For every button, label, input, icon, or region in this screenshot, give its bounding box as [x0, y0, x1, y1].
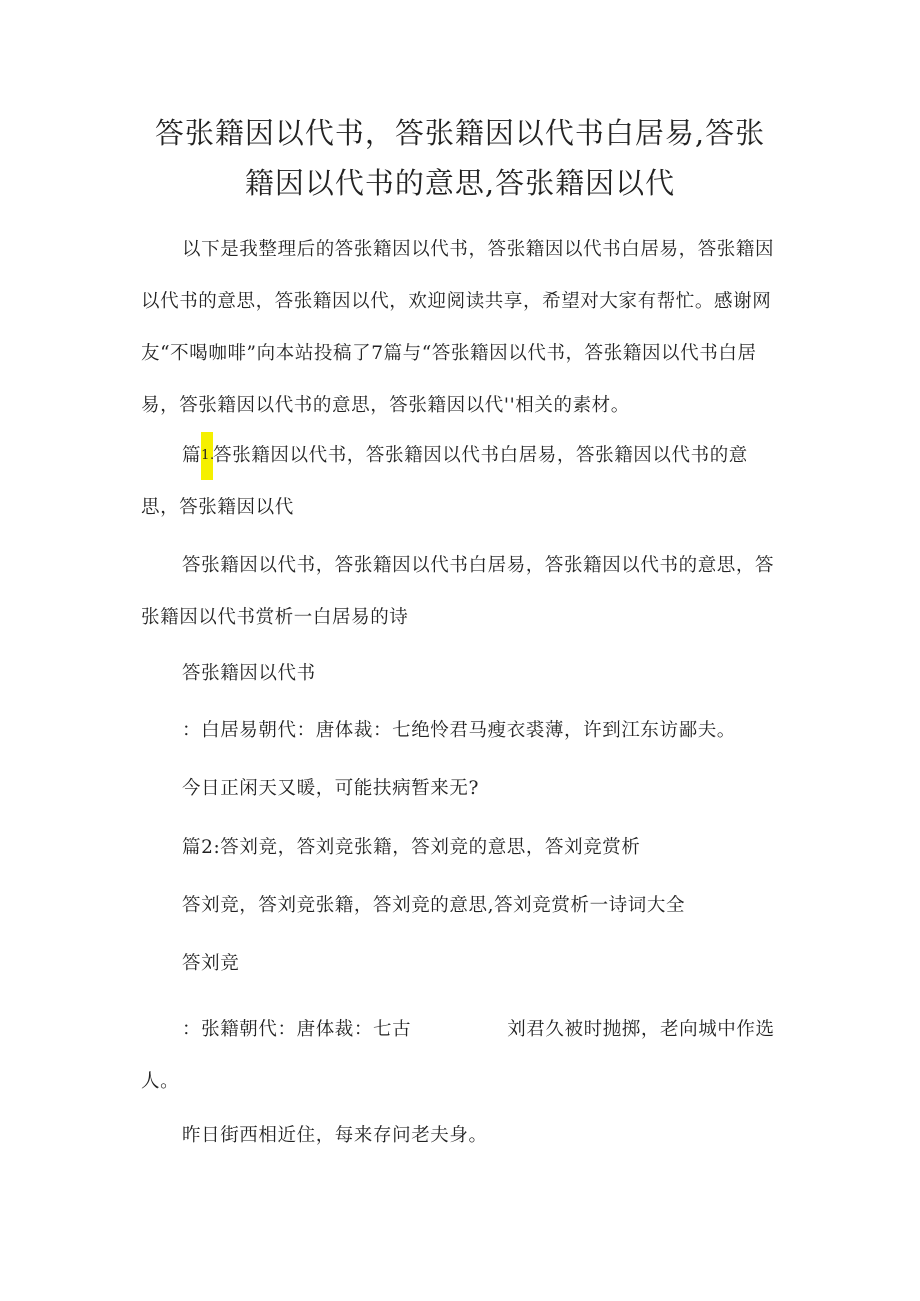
section-2-poem-meta-b: 刘君久被时抛掷，老向城中作选人。 — [141, 1019, 775, 1092]
section-1-prefix: 篇 — [182, 445, 202, 466]
section-1-heading-text: 答张籍因以代书，答张籍因以代书白居易，答张籍因以代书的意思，答张籍因以代 — [141, 445, 748, 518]
section-1-heading — [141, 430, 781, 534]
section-1-poem-meta: ：白居易朝代：唐体裁：七绝怜君马瘦衣裘薄，许到江东访鄙夫。 — [182, 720, 736, 741]
intro-paragraph: 以下是我整理后的答张籍因以代书，答张籍因以代书白居易，答张籍因以代书的意思，答张籍因以代，欢迎阅读共享，希望对大家有帮忙。感谢网友“不喝咖啡”向本站投稿了7篇与“答张籍因以代书，答张籍因以代书白居易，答张籍因以代书的意思，答张籍因以代''相关的素材。 — [141, 239, 775, 416]
section-1-marker-highlight: 1. — [201, 432, 213, 480]
section-2-poem-meta-a: ：张籍朝代：唐体裁：七古 — [182, 1019, 412, 1040]
section-2-poem-line: 昨日街西相近住，每来存问老夫身。 — [182, 1125, 488, 1146]
section-1-poem-line: 今日正闲天又暖，可能扶病暂来无? — [182, 778, 480, 799]
section-2-subtitle: 答刘竞，答刘竞张籍，答刘竞的意思,答刘竞赏析一诗词大全 — [182, 895, 686, 916]
section-1-subtitle: 答张籍因以代书，答张籍因以代书白居易，答张籍因以代书的意思，答张籍因以代书赏析一白居易的诗 — [141, 555, 775, 628]
document-title: 答张籍因以代书，答张籍因以代书白居易,答张籍因以代书的意思,答张籍因以代 — [154, 116, 766, 200]
section-1-poem-title: 答张籍因以代书 — [182, 663, 316, 684]
section-2-heading: 篇2:答刘竞，答刘竞张籍，答刘竞的意思，答刘竞赏析 — [182, 837, 641, 858]
section-2-poem-title: 答刘竞 — [182, 953, 240, 974]
section-2-poem-meta — [141, 1004, 781, 1108]
